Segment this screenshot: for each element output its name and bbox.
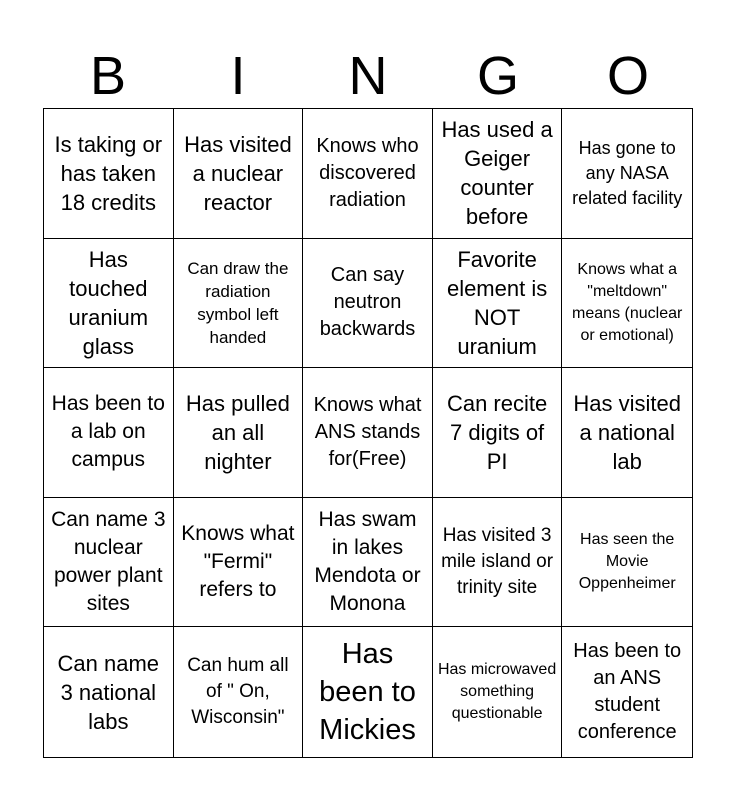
bingo-cell[interactable] [174, 368, 304, 498]
cell-text: Is taking or has taken 18 credits [54, 131, 163, 215]
bingo-cell[interactable] [174, 627, 304, 757]
bingo-cell[interactable] [562, 239, 692, 369]
bingo-cell[interactable] [562, 627, 692, 757]
header-letter-i: I [230, 46, 246, 106]
cell-text: Has visited a nuclear reactor [184, 131, 292, 215]
cell-text: Has been to a lab on campus [51, 392, 165, 472]
cell-text: Has seen the Movie Oppenheimer [578, 531, 676, 593]
cell-text: Has been to Mickies [319, 638, 416, 747]
bingo-header [43, 44, 693, 108]
header-letter-g: G [476, 46, 519, 106]
bingo-cell[interactable] [44, 368, 174, 498]
header-letter-o: O [606, 46, 649, 106]
cell-text: Favorite element is NOT uranium [446, 246, 548, 359]
cell-text: Has visited a national lab [573, 390, 681, 474]
bingo-cell[interactable] [433, 109, 563, 239]
cell-text: Has gone to any NASA related facility [572, 137, 683, 208]
bingo-cell[interactable] [562, 498, 692, 628]
cell-text: Can hum all of " On, Wisconsin" [187, 655, 289, 729]
cell-text: Can draw the radiation symbol left handed [187, 258, 289, 347]
cell-text: Has been to an ANS student conference [573, 640, 682, 744]
cell-text: Has swam in lakes Mendota or Monona [314, 508, 421, 616]
cell-text: Knows what a "meltdown" means (nuclear or emotional) [572, 260, 683, 344]
cell-text: Has pulled an all nighter [185, 390, 290, 474]
cell-text: Knows what ANS stands for(Free) [313, 393, 422, 470]
bingo-cell[interactable] [44, 109, 174, 239]
bingo-cell[interactable] [174, 239, 304, 369]
bingo-cell[interactable] [174, 109, 304, 239]
cell-text: Has touched uranium glass [68, 246, 149, 359]
cell-text: Has visited 3 mile island or trinity site [441, 525, 554, 599]
cell-text: Has microwaved something questionable [437, 661, 557, 723]
bingo-cell[interactable] [303, 239, 433, 369]
cell-text: Can say neutron backwards [319, 264, 416, 341]
cell-text: Has used a Geiger counter before [441, 117, 553, 230]
header-letter-n: N [348, 46, 388, 106]
cell-text: Knows who discovered radiation [316, 134, 419, 211]
bingo-cell[interactable] [44, 239, 174, 369]
cell-text: Can name 3 nuclear power plant sites [51, 508, 166, 616]
bingo-cell[interactable] [433, 498, 563, 628]
bingo-cell[interactable] [562, 109, 692, 239]
bingo-cell[interactable] [303, 627, 433, 757]
bingo-cell[interactable] [174, 498, 304, 628]
bingo-grid [43, 108, 693, 758]
cell-text: Can recite 7 digits of PI [446, 390, 548, 474]
bingo-cell[interactable] [303, 498, 433, 628]
bingo-cell[interactable] [303, 368, 433, 498]
bingo-cell[interactable] [433, 239, 563, 369]
bingo-cell[interactable] [44, 498, 174, 628]
cell-text: Knows what "Fermi" refers to [181, 522, 295, 602]
cell-text: Can name 3 national labs [57, 650, 160, 734]
bingo-cell[interactable] [44, 627, 174, 757]
header-letter-b: B [89, 46, 127, 106]
bingo-cell[interactable] [303, 109, 433, 239]
bingo-cell[interactable] [562, 368, 692, 498]
bingo-cell[interactable] [433, 627, 563, 757]
bingo-cell[interactable] [433, 368, 563, 498]
